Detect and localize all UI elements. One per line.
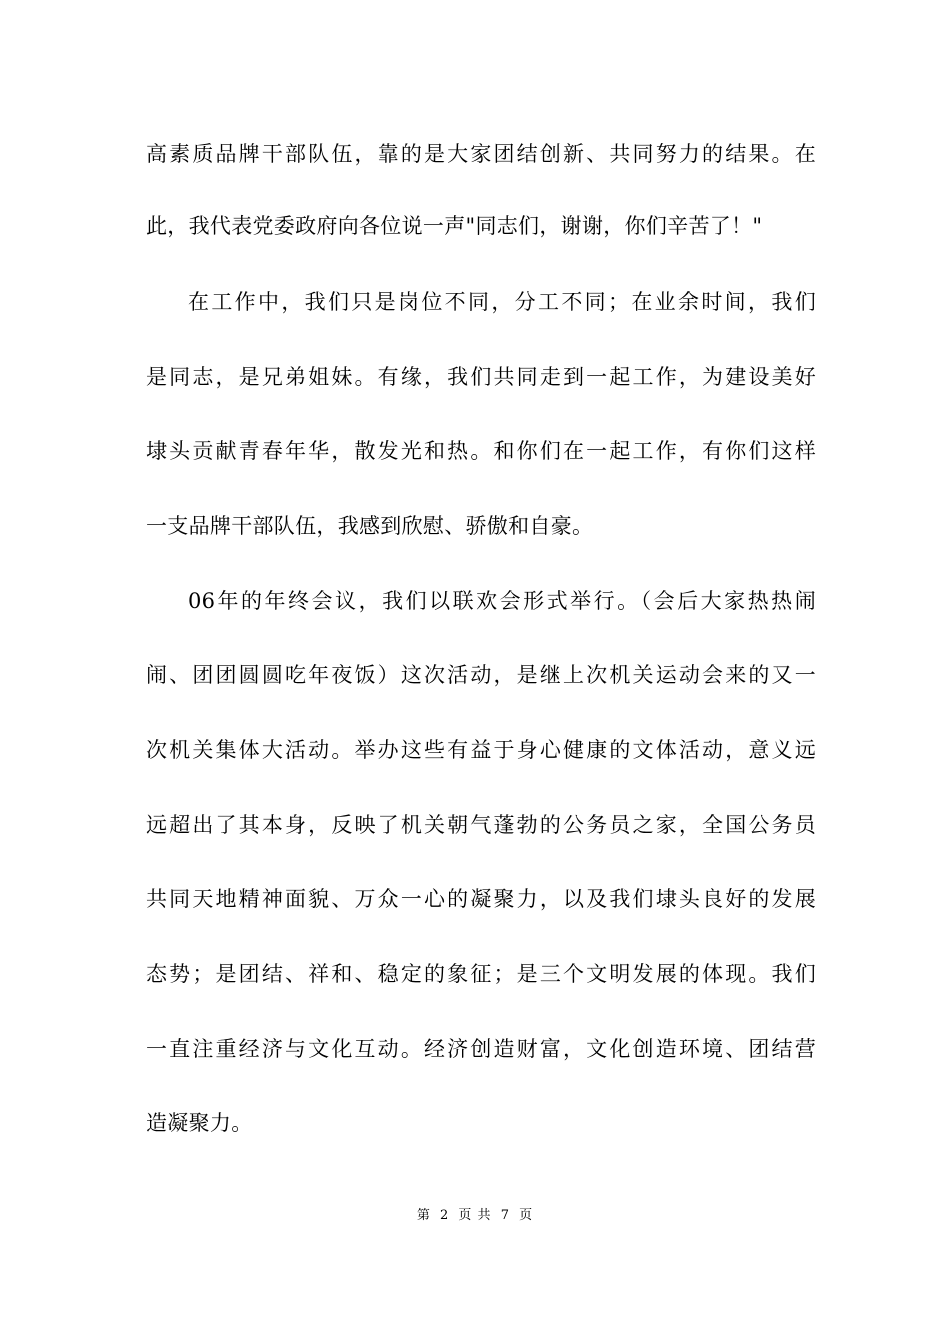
- paragraph-1-line-1: 高素质品牌干部队伍，靠的是大家团结创新、共同努力的结果。在: [146, 142, 816, 166]
- paragraph-2-line-4: 一支品牌干部队伍，我感到欣慰、骄傲和自豪。: [146, 514, 594, 538]
- footer-current-page: 2: [440, 1208, 450, 1223]
- paragraph-3-line-3: 次机关集体大活动。举办这些有益于身心健康的文体活动，意义远: [146, 738, 816, 762]
- footer-total-pages: 7: [500, 1208, 510, 1223]
- footer-suffix: 页: [519, 1208, 534, 1223]
- paragraph-3-line-4: 远超出了其本身，反映了机关朝气蓬勃的公务员之家，全国公务员: [146, 813, 816, 837]
- paragraph-2-line-1: 在工作中，我们只是岗位不同，分工不同；在业余时间，我们: [188, 290, 816, 314]
- footer-middle: 页 共: [458, 1208, 492, 1223]
- paragraph-3-line-8: 造凝聚力。: [146, 1111, 253, 1135]
- page-footer: [0, 1207, 950, 1225]
- paragraph-3-line-2: 闹、团团圆圆吃年夜饭）这次活动，是继上次机关运动会来的又一: [146, 663, 816, 687]
- footer-prefix: 第: [416, 1208, 431, 1223]
- paragraph-3-line-7: 一直注重经济与文化互动。经济创造财富，文化创造环境、团结营: [146, 1037, 816, 1061]
- paragraph-3-line-6: 态势；是团结、祥和、稳定的象征；是三个文明发展的体现。我们: [146, 962, 816, 986]
- paragraph-3-line-5: 共同天地精神面貌、万众一心的凝聚力，以及我们埭头良好的发展: [146, 887, 816, 911]
- paragraph-2-line-3: 埭头贡献青春年华，散发光和热。和你们在一起工作，有你们这样: [146, 439, 816, 463]
- paragraph-3-line-1: 06年的年终会议，我们以联欢会形式举行。（会后大家热热闹: [188, 589, 816, 613]
- paragraph-2-line-2: 是同志，是兄弟姐妹。有缘，我们共同走到一起工作，为建设美好: [146, 365, 816, 389]
- paragraph-1-line-2: 此，我代表党委政府向各位说一声"同志们，谢谢，你们辛苦了！": [146, 214, 763, 238]
